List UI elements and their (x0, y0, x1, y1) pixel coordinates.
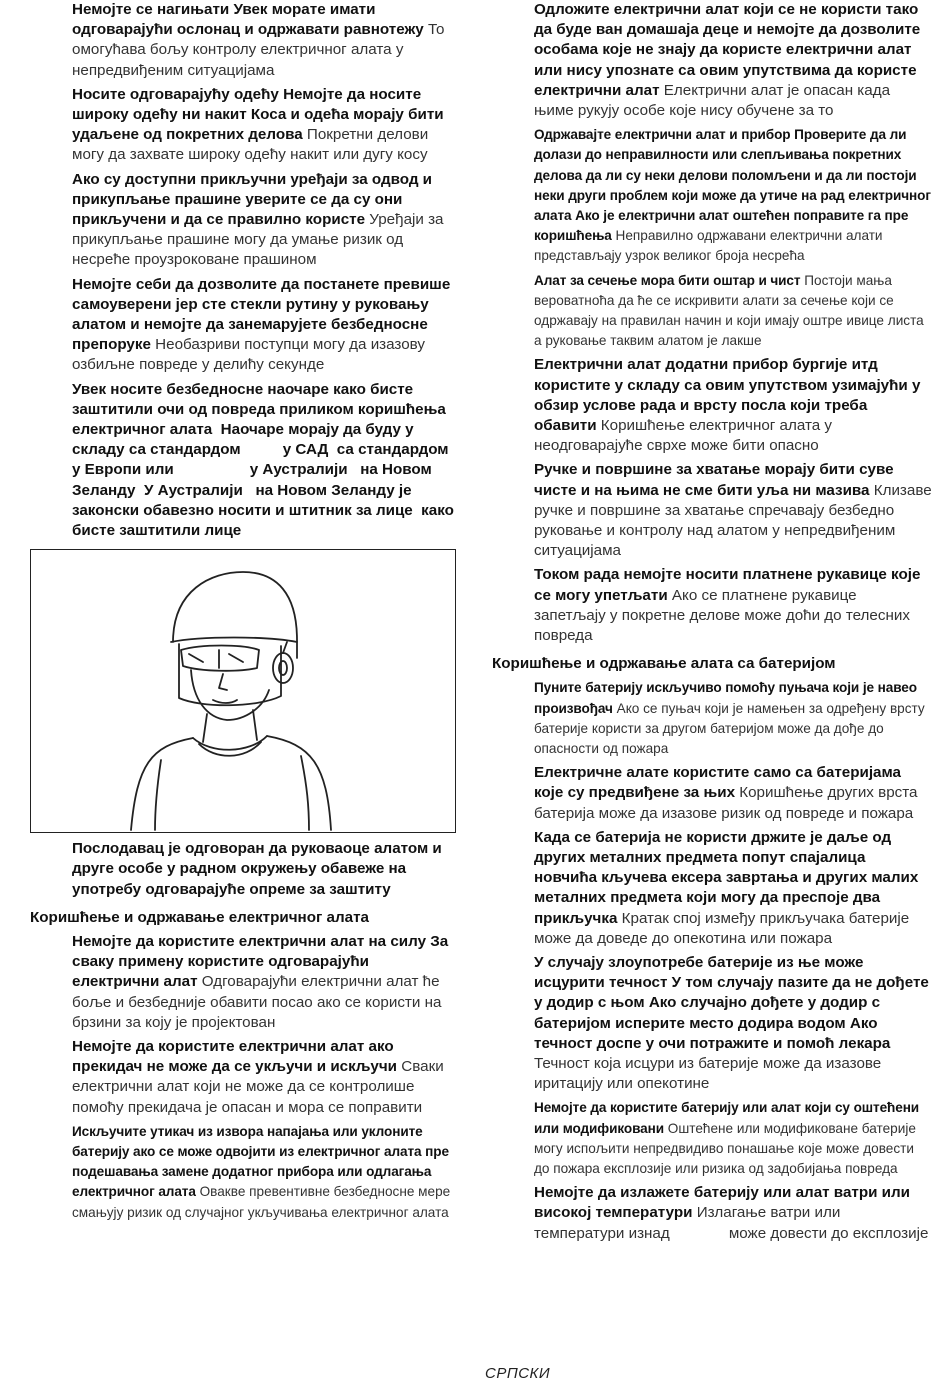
section-title-power-tool-use: Коришћење и одржавање електричног алата (30, 908, 369, 926)
worker-with-helmet-icon (31, 550, 455, 832)
section-title-battery-tool-use: Коришћење и одржавање алата са батеријом (492, 655, 836, 673)
paragraph-handles: Ручке и површине за хватање морају бити суве чисте и на њима не сме бити уља ни мазива Клизаве ручке и површине за хватање спречавају безбедно руковање и контролу над алатом у непредвиђеним ситуацијама (534, 461, 932, 560)
paragraph-safety-glasses: Увек носите безбедносне наочаре како бисте заштитили очи од повреда приликом коришћења електричног алата Наочаре морају да буду у складу са стандардом у САД са стандардом у Европи или у Аустралији на Новом Зеланду У Аустралији на Новом Зеланду је законски обавезно носити и штитник за лице како бисте заштитили лице (72, 380, 512, 540)
right-column (492, 0, 932, 1248)
paragraph-battery-types: Електричне алате користите само са батеријама које су предвиђене за њих Коришћење других врста батерија може да изазове ризик од повреде и пожара (534, 764, 918, 822)
paragraph-damaged-battery: Немојте да користите батерију или алат који су оштећени или модификовани Оштећене или модификоване батерије могу испољити непредвидиво понашање које може довести до пожара експлозије или ризика од задобијања повреда (534, 1100, 920, 1176)
paragraph-balance: Немојте се нагињати Увек морате имати одговарајући ослонац и одржавати равнотежу То омогућава бољу контролу електричног алата у непредвиђеним ситуацијама (72, 1, 445, 79)
page-language-footer: СРПСКИ (485, 1365, 551, 1382)
paragraph-employer: Послодавац је одговоран да руковаоце алатом и друге особе у радном окружењу обавеже на употребу одговарајуће опреме за заштиту (72, 840, 442, 898)
paragraph-gloves: Током рада немојте носити платнене рукавице које се могу упетљати Ако се платнене рукавице запетљају у покретне делове може доћи до телесних повреда (534, 566, 921, 645)
paragraph-battery-storage: Када се батерија не користи држите је даље од других металних предмета попут спајалица новчића кључева ексера завртања и других малих металних предмета који могу да преспоје два прикључка Кратак спој између прикључака батерије може да доведе до опекотина или пожара (534, 828, 919, 947)
paragraph-no-force: Немојте да користите електрични алат на силу За сваку примену користите одговарајући електрични алат Одговарајући електрични алат ће боље и безбедније обавити посао ако се користи на брзини за коју је пројектован (72, 932, 449, 1031)
paragraph-cutting-tools: Алат за сечење мора бити оштар и чист Постоји мања вероватноћа да ће се искривити алати за сечење који се одржавају на правилан начин и који имају оштре ивице листа а руковање таквим алатом је лакше (534, 272, 924, 349)
paragraph-fire: Немојте да излажете батерију или алат ватри или високој температури Излагање ватри или температури изнад може довести до експлозије (534, 1184, 929, 1242)
safety-equipment-illustration (30, 549, 456, 833)
paragraph-overconfidence: Немојте себи да дозволите да постанете превише самоуверени јер сте стекли рутину у руковању алатом и немојте да занемарујете безбедносне препоруке Необазриви поступци могу да изазову озбиљне повреде у делићу секунде (72, 275, 451, 374)
paragraph-switch: Немојте да користите електрични алат ако прекидач не може да се укључи и искључи Сваки електрични алат који не може да се контролише помоћу прекидача је опасан и мора се поправити (72, 1037, 444, 1116)
paragraph-clothing: Носите одговарајућу одећу Немојте да носите широку одећу ни накит Коса и одећа морају бити удаљене од покретних делова Покретни делови могу да захвате широку одећу накит или дугу косу (72, 85, 444, 164)
left-column (30, 0, 512, 1227)
paragraph-storage: Одложите електрични алат који се не користи тако да буде ван домашаја деце и немојте да дозволите особама које не знају да користе електрични алат или нису упознате са овим упутствима да користе електрични алат Електрични алат је опасан када њиме рукују особе које нису обучене за то (534, 1, 921, 120)
paragraph-charger: Пуните батерију искључиво помоћу пуњача који је навео произвођач Ако се пуњач који је намењен за одређену врсту батерије користи за другом батеријом може да дође до опасности од пожара (534, 680, 925, 756)
paragraph-dust: Ако су доступни прикључни уређаји за одвод и прикупљање прашине уверите се да су они прикључени и да се правилно користе Уређаји за прикупљање прашине могу да умање ризик од несреће проузроковане прашином (72, 170, 444, 269)
paragraph-leakage: У случају злоупотребе батерије из ње може исцурити течност У том случају пазите да не дођете у додир с њом Ако случајно дођете у додир с батеријом исперите место додира водом Ако течност доспе у очи потражите и помоћ лекара Течност која исцури из батерије може да изазове иритацију или опекотине (534, 953, 929, 1093)
paragraph-accessories: Електрични алат додатни прибор бургије итд користите у складу са овим упутством узимајући у обзир услове рада и врсту посла који треба обавити Коришћење електричног алата у неодговарајуће сврхе може бити опасно (534, 356, 921, 455)
paragraph-unplug: Искључите утикач из извора напајања или уклоните батерију ако се може одвојити из електричног алата пре подешавања замене додатног прибора или одлагања електричног алата Овакве превентивне безбедносне мере смањују ризик од случајног укључивања електричног алата (72, 1123, 451, 1220)
paragraph-maintenance: Одржавајте електрични алат и прибор Проверите да ли долази до неправилности или слепљивања покретних делова да ли су неки делови поломљени и да ли постоји неки други проблем који може да утиче на рад електричног алата Ако је електрични алат оштећен поправите га пре коришћења Неправилно одржавани електрични алати представљају узрок великог броја несрећа (534, 127, 931, 264)
